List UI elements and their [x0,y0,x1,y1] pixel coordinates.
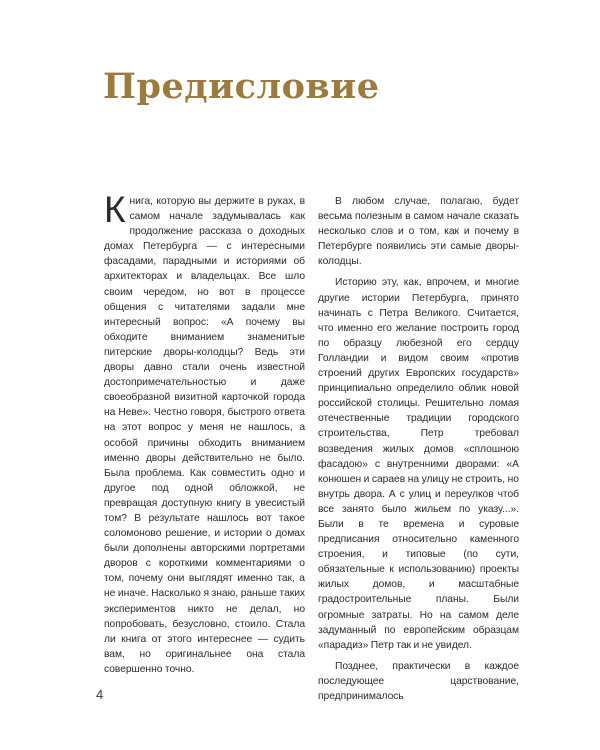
drop-cap: К [104,189,126,230]
right-column [318,194,519,710]
page-number: 4 [96,687,104,702]
preface-paragraph-4: Позднее, практически в каждое последующее царствование, предпринималось [318,660,519,702]
page-title: Предисловие [103,66,380,107]
preface-paragraph-1 [104,189,305,677]
left-column [104,189,305,683]
preface-paragraph-1-text: нига, которую вы держите в руках, в самом начале задумывалась как продолжение рассказа о доходных домах Петербурга — с интересными фасадами, парадными и историями об архитекторах и владельцах. Все шло своим чередом, но вот в процессе общения с читателями задали мне интересный вопрос: «А почему вы обходите вниманием знаменитые питерские дворы-колодцы? Ведь эти дворы давно стали очень известной достопримечательностью и даже своеобразной визитной карточкой города на Неве». Честно говоря, быстрого ответа на этот вопрос у меня не нашлось, а особой причины обходить вниманием именно дворы действительно не было. Была проблема. Как совместить одно и другое под одной обложкой, не превращая доступную книгу в увесистый том? В результате нашлось вот такое соломоново решение, и истории о домах были дополнены авторскими портретами дворов с короткими комментариями о том, почему они выглядят именно так, а не иначе. Насколько я знаю, раньше таких экспериментов никто не делал, но попробовать, безусловно, стоило. Стала ли книга от этого интереснее — судить вам, но оригинальнее она стала совершенно точно. [104,196,305,675]
preface-paragraph-2: В любом случае, полагаю, будет весьма полезным в самом начале сказать несколько слов и о том, как и почему в Петербурге появились эти самые дворы-колодцы. [318,196,519,268]
preface-paragraph-3: Историю эту, как, впрочем, и многие другие истории Петербурга, принято начинать с Петра Великого. Считается, что именно его желание построить город по образцу любезной его сердцу Голландии и видом своим «против строений других Европских государств» принципиально определило облик новой российской столицы. Решительно ломая отечественные традиции городского строительства, Петр требовал возведения жилых домов «сплошною фасадою» с внутренними дворами: «А конюшен и сараев на улицу не строить, но внутрь двора. А с улиц и переулков чтоб все занято было жильем по указу...». Были в те времена и суровые предписания относительно каменного строения, и типовые (по сути, обязательные к использованию) проекты жилых домов, и масштабные градостроительные планы. Были огромные затраты. Но на самом деле задуманный по европейским образцам «парадиз» Петр так и не увидел. [318,277,519,651]
